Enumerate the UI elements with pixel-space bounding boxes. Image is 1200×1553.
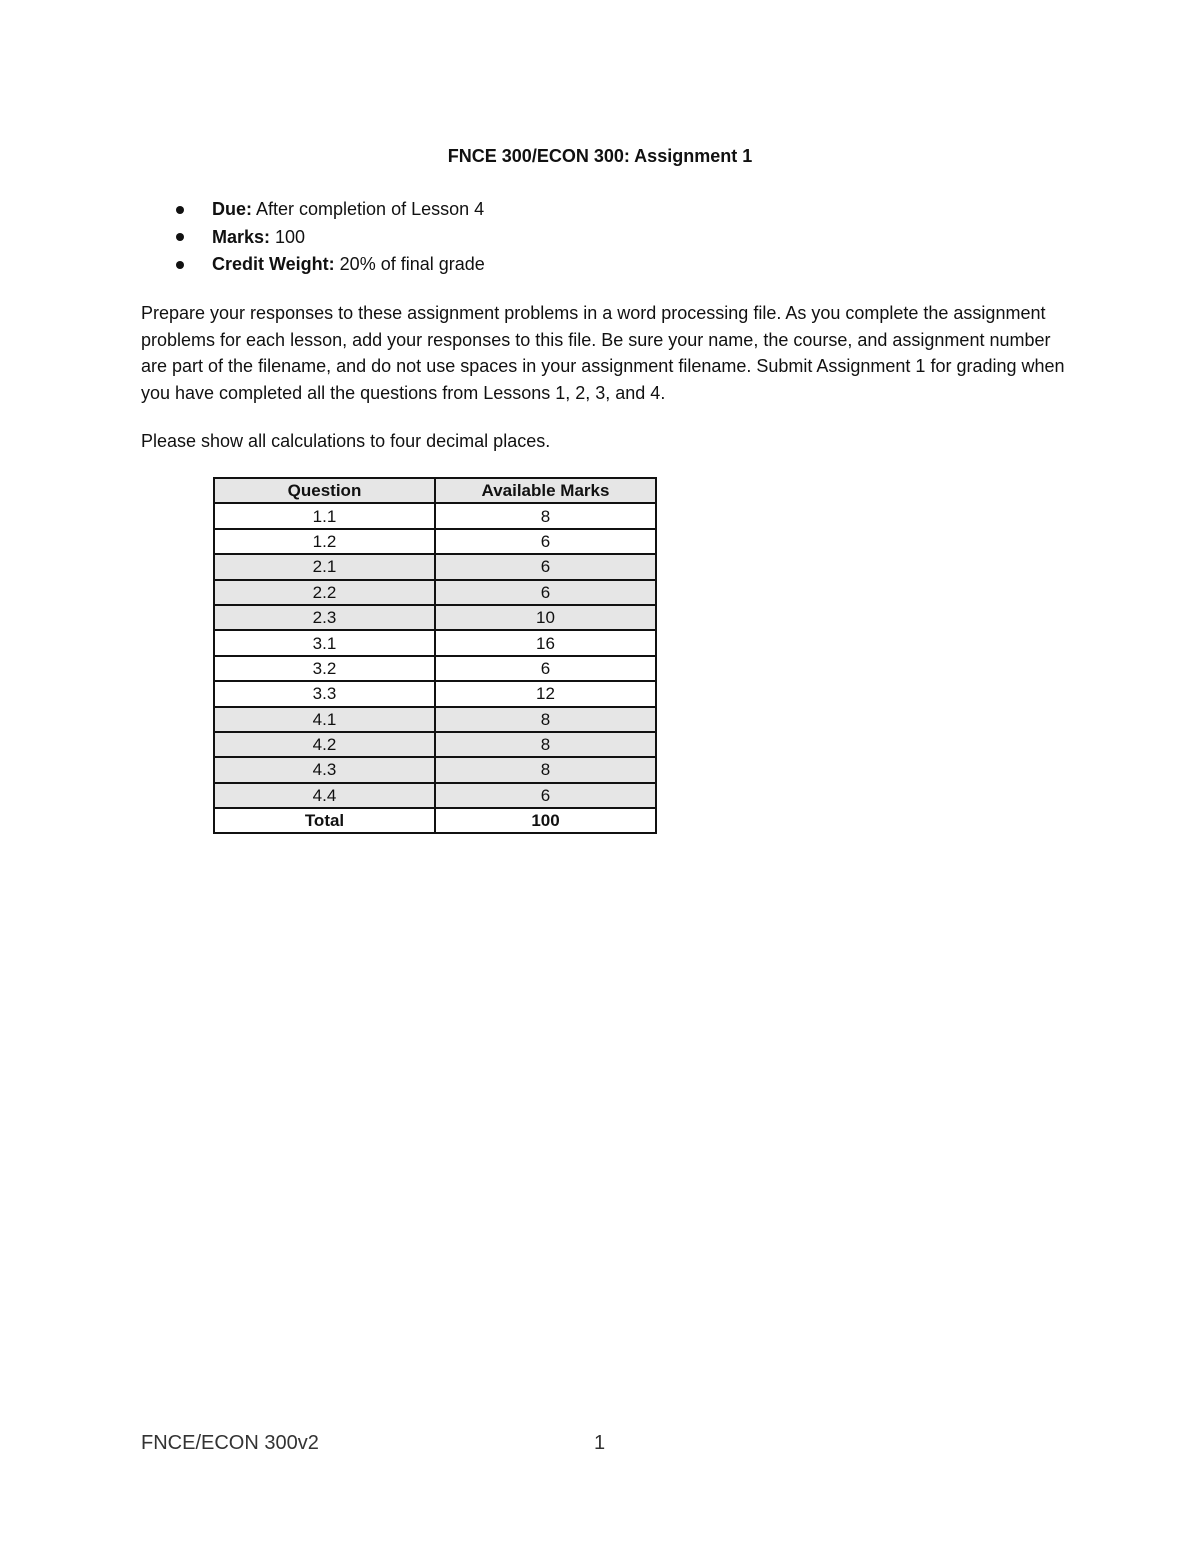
column-header-available-marks: Available Marks — [435, 478, 656, 503]
detail-value: 20% of final grade — [334, 254, 485, 275]
table-row — [214, 630, 656, 655]
table-row — [214, 656, 656, 681]
question-cell: 2.2 — [214, 580, 435, 605]
table-body — [214, 503, 656, 833]
table-row — [214, 732, 656, 757]
table-row — [214, 707, 656, 732]
marks-cell: 6 — [435, 529, 656, 554]
detail-label: Due: — [212, 199, 252, 220]
marks-cell: 6 — [435, 656, 656, 681]
table-row — [214, 757, 656, 782]
question-cell: 4.3 — [214, 757, 435, 782]
table-row — [214, 503, 656, 528]
table-row — [214, 554, 656, 579]
question-cell: 3.2 — [214, 656, 435, 681]
table-row — [214, 783, 656, 808]
question-cell: 1.2 — [214, 529, 435, 554]
bullet-icon — [176, 261, 184, 269]
marks-cell: 6 — [435, 554, 656, 579]
calculation-note: Please show all calculations to four decimal places. — [141, 431, 551, 451]
question-cell: 1.1 — [214, 503, 435, 528]
marks-table — [213, 477, 657, 834]
table-row — [214, 580, 656, 605]
question-cell: 4.2 — [214, 732, 435, 757]
detail-label: Credit Weight: — [212, 254, 335, 275]
question-cell: 2.3 — [214, 605, 435, 630]
detail-value: 100 — [270, 226, 306, 247]
detail-value: After completion of Lesson 4 — [252, 199, 485, 220]
marks-cell: 6 — [435, 783, 656, 808]
table-row — [214, 605, 656, 630]
question-cell: 4.4 — [214, 783, 435, 808]
table-row — [214, 681, 656, 706]
bullet-icon — [176, 233, 184, 241]
bullet-icon — [176, 206, 184, 214]
footer-page-number: 1 — [594, 1432, 606, 1454]
total-row — [214, 808, 656, 833]
total-label: Total — [214, 808, 435, 833]
detail-due — [172, 196, 485, 224]
table-header-row — [214, 478, 656, 503]
marks-cell: 16 — [435, 630, 656, 655]
column-header-question: Question — [214, 478, 435, 503]
detail-marks — [172, 224, 485, 252]
marks-cell: 8 — [435, 757, 656, 782]
marks-cell: 8 — [435, 707, 656, 732]
assignment-details-list — [172, 196, 485, 279]
question-cell: 2.1 — [214, 554, 435, 579]
detail-credit-weight — [172, 251, 485, 279]
marks-cell: 8 — [435, 503, 656, 528]
marks-cell: 12 — [435, 681, 656, 706]
question-cell: 4.1 — [214, 707, 435, 732]
detail-label: Marks: — [212, 226, 271, 247]
footer-course-code: FNCE/ECON 300v2 — [141, 1432, 319, 1454]
table-row — [214, 529, 656, 554]
page-title: FNCE 300/ECON 300: Assignment 1 — [447, 146, 753, 166]
instructions-paragraph: Prepare your responses to these assignment problems in a word processing file. As you complete the assignment problems for each lesson, add your responses to this file. Be sure your name, the course, and assignment number are part of the filename, and do not use spaces in your assignment filename. Submit Assignment 1 for grading when you have completed all the questions from Lessons 1, 2, 3, and 4. — [141, 303, 1065, 403]
marks-cell: 6 — [435, 580, 656, 605]
total-value: 100 — [435, 808, 656, 833]
question-cell: 3.1 — [214, 630, 435, 655]
marks-cell: 8 — [435, 732, 656, 757]
question-cell: 3.3 — [214, 681, 435, 706]
marks-cell: 10 — [435, 605, 656, 630]
